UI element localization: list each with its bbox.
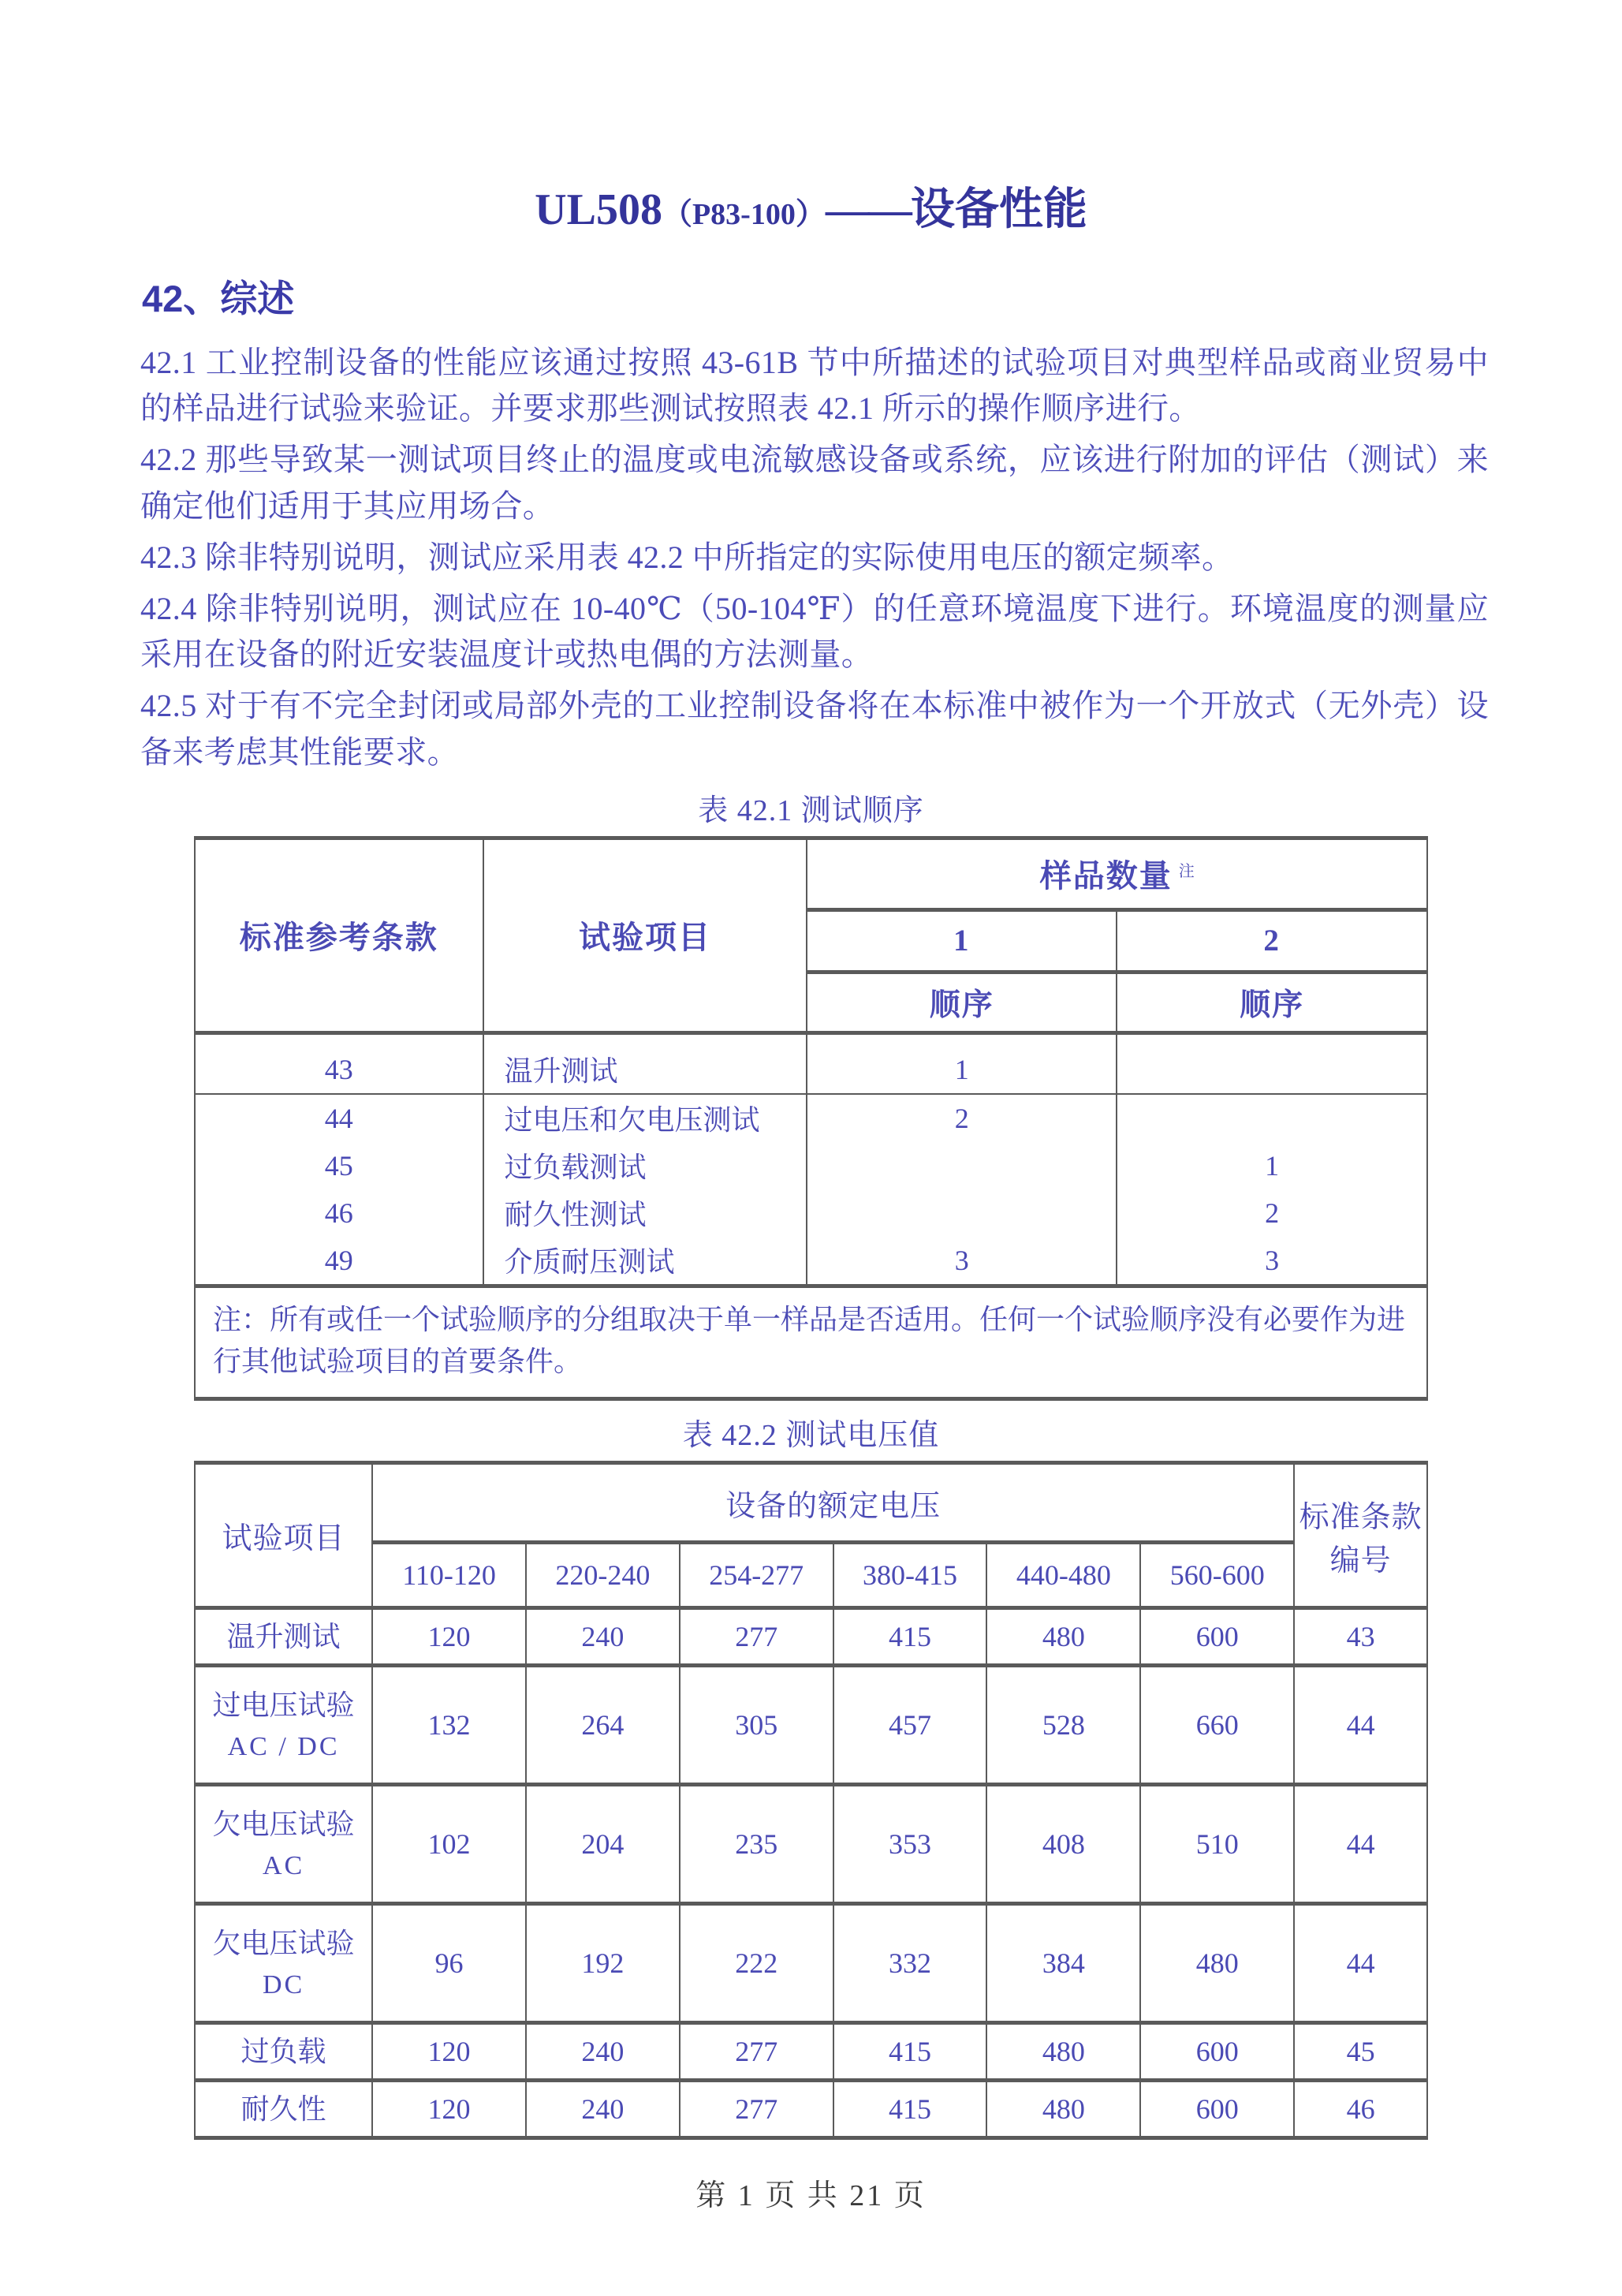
cell-voltage: 222 xyxy=(680,1904,833,2023)
cell-test-item xyxy=(195,1785,372,1904)
cell-voltage: 277 xyxy=(680,2023,833,2081)
paragraph-42-5: 42.5 对于有不完全封闭或局部外壳的工业控制设备将在本标准中被作为一个开放式（无外壳）设备来考虑其性能要求。 xyxy=(140,688,1489,770)
table-row xyxy=(195,1904,1427,2023)
table-42-2-wrapper xyxy=(0,1461,1622,2140)
cell-voltage: 600 xyxy=(1140,2081,1294,2138)
table-note-row xyxy=(195,1286,1427,1399)
cell-clause: 43 xyxy=(195,1032,483,1094)
body-text-block xyxy=(140,340,1489,776)
table-42-1-caption: 表 42.1 测试顺序 xyxy=(698,793,924,827)
cell-sample1-order: 1 xyxy=(807,1032,1117,1094)
cell-test-item-line2: DC xyxy=(262,1969,305,1999)
header-test-item: 试验项目 xyxy=(483,838,807,1032)
cell-voltage: 240 xyxy=(526,2023,680,2081)
cell-test-item-line1: 欠电压试验 xyxy=(212,1808,355,1840)
cell-voltage: 510 xyxy=(1140,1785,1294,1904)
cell-voltage: 457 xyxy=(833,1666,987,1785)
header-voltage-range: 560-600 xyxy=(1140,1543,1294,1608)
cell-sample2-order: 1 xyxy=(1117,1142,1427,1189)
cell-voltage: 332 xyxy=(833,1904,987,2023)
cell-voltage: 415 xyxy=(833,1608,987,1666)
cell-clause-number: 44 xyxy=(1294,1904,1427,2023)
cell-voltage: 480 xyxy=(1140,1904,1294,2023)
cell-voltage: 132 xyxy=(372,1666,526,1785)
cell-test-item xyxy=(195,1904,372,2023)
cell-voltage: 480 xyxy=(986,1608,1140,1666)
cell-test-item-line1: 耐久性 xyxy=(241,2093,326,2126)
cell-voltage: 480 xyxy=(986,2081,1140,2138)
cell-clause: 46 xyxy=(195,1189,483,1237)
cell-sample2-order xyxy=(1117,1094,1427,1142)
section-heading: 42、综述 xyxy=(142,277,295,319)
cell-voltage: 102 xyxy=(372,1785,526,1904)
cell-voltage: 305 xyxy=(680,1666,833,1785)
cell-voltage: 384 xyxy=(986,1904,1140,2023)
cell-voltage: 204 xyxy=(526,1785,680,1904)
cell-voltage: 192 xyxy=(526,1904,680,2023)
cell-clause-number: 43 xyxy=(1294,1608,1427,1666)
cell-voltage: 480 xyxy=(986,2023,1140,2081)
cell-voltage: 600 xyxy=(1140,1608,1294,1666)
test-voltage-table xyxy=(194,1461,1428,2140)
header-order-1: 顺序 xyxy=(807,972,1117,1032)
cell-clause: 44 xyxy=(195,1094,483,1142)
header-clause-number xyxy=(1294,1463,1427,1608)
header-sample-qty-label: 样品数量 xyxy=(1039,858,1173,894)
cell-voltage: 353 xyxy=(833,1785,987,1904)
header-order-2: 顺序 xyxy=(1117,972,1427,1032)
cell-sample2-order xyxy=(1117,1032,1427,1094)
table-row xyxy=(195,1032,1427,1094)
header-clause-number-line2: 编号 xyxy=(1329,1544,1392,1577)
cell-test-item: 过电压和欠电压测试 xyxy=(483,1094,807,1142)
cell-voltage: 120 xyxy=(372,2081,526,2138)
table-row xyxy=(195,2081,1427,2138)
note-marker-superscript: 注 xyxy=(1178,863,1195,881)
cell-sample1-order xyxy=(807,1142,1117,1189)
cell-test-item xyxy=(195,1666,372,1785)
cell-clause: 45 xyxy=(195,1142,483,1189)
table-42-1-wrapper xyxy=(0,836,1622,1402)
header-voltage-range: 254-277 xyxy=(680,1543,833,1608)
cell-sample2-order: 3 xyxy=(1117,1237,1427,1286)
header-voltage-range: 110-120 xyxy=(372,1543,526,1608)
header-voltage-range: 220-240 xyxy=(526,1543,680,1608)
cell-clause: 49 xyxy=(195,1237,483,1286)
cell-clause-number: 44 xyxy=(1294,1785,1427,1904)
cell-voltage: 277 xyxy=(680,1608,833,1666)
table-row xyxy=(195,2023,1427,2081)
paragraph-42-2: 42.2 那些导致某一测试项目终止的温度或电流敏感设备或系统，应该进行附加的评估（测试）来确定他们适用于其应用场合。 xyxy=(140,442,1489,524)
cell-voltage: 600 xyxy=(1140,2023,1294,2081)
cell-voltage: 240 xyxy=(526,1608,680,1666)
title-dash: —— xyxy=(825,185,911,234)
header-sample-2: 2 xyxy=(1117,909,1427,972)
cell-voltage: 120 xyxy=(372,2023,526,2081)
table-row-header-2 xyxy=(195,1543,1427,1608)
paragraph-42-1: 42.1 工业控制设备的性能应该通过按照 43-61B 节中所描述的试验项目对典型样品或商业贸易中的样品进行试验来验证。并要求那些测试按照表 42.1 所示的操作顺序进行。 xyxy=(140,344,1489,427)
header-voltage-range: 440-480 xyxy=(986,1543,1140,1608)
table-42-2-caption: 表 42.2 测试电压值 xyxy=(682,1419,940,1453)
header-test-item: 试验项目 xyxy=(195,1463,372,1608)
table-row xyxy=(195,1785,1427,1904)
header-sample-qty xyxy=(807,838,1427,909)
paragraph-42-4: 42.4 除非特别说明，测试应在 10-40℃（50-104℉）的任意环境温度下进行。环境温度的测量应采用在设备的附近安装温度计或热电偶的方法测量。 xyxy=(140,590,1489,673)
cell-clause-number: 45 xyxy=(1294,2023,1427,2081)
cell-test-item-line1: 欠电压试验 xyxy=(212,1927,355,1959)
cell-voltage: 408 xyxy=(986,1785,1140,1904)
cell-voltage: 120 xyxy=(372,1608,526,1666)
cell-voltage: 240 xyxy=(526,2081,680,2138)
cell-sample1-order: 3 xyxy=(807,1237,1117,1286)
cell-sample1-order xyxy=(807,1189,1117,1237)
cell-test-item-line1: 过负载 xyxy=(241,2036,326,2068)
cell-test-item xyxy=(195,2081,372,2138)
table-row-header-1 xyxy=(195,1463,1427,1543)
test-sequence-table xyxy=(194,836,1428,1402)
header-rated-voltage: 设备的额定电压 xyxy=(372,1463,1294,1543)
cell-test-item: 温升测试 xyxy=(483,1032,807,1094)
title-subject: 设备性能 xyxy=(910,185,1087,234)
page-footer: 第 1 页 共 21 页 xyxy=(695,2179,927,2212)
cell-voltage: 528 xyxy=(986,1666,1140,1785)
cell-sample2-order: 2 xyxy=(1117,1189,1427,1237)
cell-test-item-line1: 过电压试验 xyxy=(212,1689,355,1721)
title-standard-code: UL508 xyxy=(535,185,662,234)
cell-voltage: 415 xyxy=(833,2023,987,2081)
cell-test-item xyxy=(195,2023,372,2081)
cell-test-item-line2: AC xyxy=(262,1850,305,1880)
page-title xyxy=(0,186,1622,235)
table-row xyxy=(195,1189,1427,1237)
cell-voltage: 660 xyxy=(1140,1666,1294,1785)
cell-test-item: 耐久性测试 xyxy=(483,1189,807,1237)
cell-voltage: 415 xyxy=(833,2081,987,2138)
cell-voltage: 96 xyxy=(372,1904,526,2023)
table-row xyxy=(195,1237,1427,1286)
cell-clause-number: 46 xyxy=(1294,2081,1427,2138)
table-row-header-1 xyxy=(195,838,1427,909)
table-row xyxy=(195,1608,1427,1666)
cell-test-item-line2: AC / DC xyxy=(227,1731,340,1761)
header-voltage-range: 380-415 xyxy=(833,1543,987,1608)
cell-test-item-line1: 温升测试 xyxy=(226,1621,341,1653)
paragraph-42-3: 42.3 除非特别说明，测试应采用表 42.2 中所指定的实际使用电压的额定频率。 xyxy=(140,539,1234,575)
cell-clause-number: 44 xyxy=(1294,1666,1427,1785)
table-row xyxy=(195,1142,1427,1189)
table-row xyxy=(195,1094,1427,1142)
cell-voltage: 277 xyxy=(680,2081,833,2138)
header-sample-1: 1 xyxy=(807,909,1117,972)
table-row xyxy=(195,1666,1427,1785)
header-clause-number-line1: 标准条款 xyxy=(1299,1500,1423,1534)
cell-test-item xyxy=(195,1608,372,1666)
table-42-1-note: 注：所有或任一个试验顺序的分组取决于单一样品是否适用。任何一个试验顺序没有必要作为进行其他试验项目的首要条件。 xyxy=(195,1286,1427,1399)
cell-voltage: 235 xyxy=(680,1785,833,1904)
cell-test-item: 介质耐压测试 xyxy=(483,1237,807,1286)
title-page-range: （P83-100） xyxy=(662,198,826,231)
cell-test-item: 过负载测试 xyxy=(483,1142,807,1189)
cell-sample1-order: 2 xyxy=(807,1094,1117,1142)
cell-voltage: 264 xyxy=(526,1666,680,1785)
header-standard-clause: 标准参考条款 xyxy=(195,838,483,1032)
